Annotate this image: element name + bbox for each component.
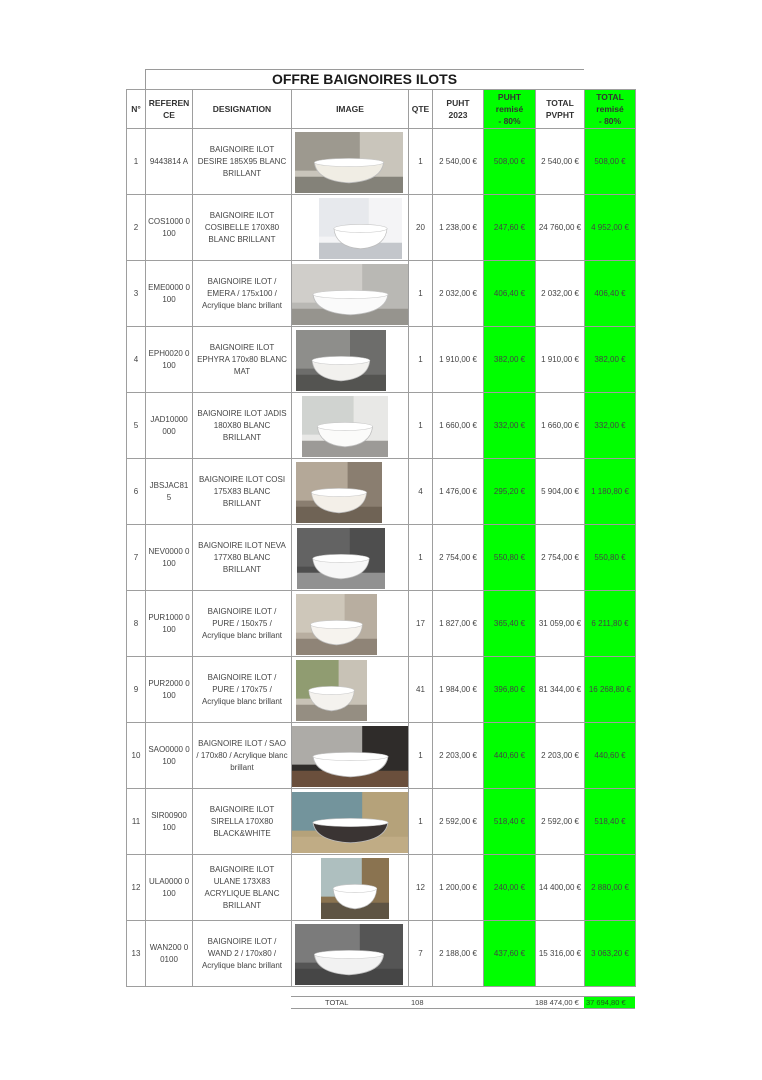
- row-designation: BAIGNOIRE ILOT DESIRE 185X95 BLANC BRILLANT: [193, 129, 292, 195]
- table-row: [127, 855, 636, 921]
- row-number: 3: [127, 261, 146, 327]
- row-total-pvpht: 31 059,00 €: [536, 591, 585, 657]
- row-number: 8: [127, 591, 146, 657]
- row-image-cell: [292, 855, 409, 921]
- row-total-remise: 16 268,80 €: [585, 657, 636, 723]
- row-designation: BAIGNOIRE ILOT COSI 175X83 BLANC BRILLANT: [193, 459, 292, 525]
- header-puht-line1: PUHT: [446, 98, 470, 108]
- header-puht-remise: [484, 90, 536, 129]
- row-number: 10: [127, 723, 146, 789]
- row-number: 6: [127, 459, 146, 525]
- row-puht-remise: 382,00 €: [484, 327, 536, 393]
- bathtub-photo-icon: [302, 396, 388, 457]
- row-total-remise: 508,00 €: [585, 129, 636, 195]
- row-puht: 1 200,00 €: [433, 855, 484, 921]
- row-qte: 1: [409, 789, 433, 855]
- row-puht-remise: 518,40 €: [484, 789, 536, 855]
- bathtub-photo-icon: [296, 462, 382, 523]
- table-row: [127, 921, 636, 987]
- bathtub-photo-icon: [319, 198, 402, 259]
- table-row: [127, 393, 636, 459]
- bathtub-photo-icon: [292, 264, 409, 325]
- row-number: 13: [127, 921, 146, 987]
- row-reference: NEV0000 0100: [146, 525, 193, 591]
- row-number: 2: [127, 195, 146, 261]
- table-row: [127, 195, 636, 261]
- row-qte: 7: [409, 921, 433, 987]
- row-number: 11: [127, 789, 146, 855]
- row-puht-remise: 406,40 €: [484, 261, 536, 327]
- row-total-remise: 406,40 €: [585, 261, 636, 327]
- table-row: [127, 657, 636, 723]
- row-puht-remise: 437,60 €: [484, 921, 536, 987]
- row-reference: SIR00900 100: [146, 789, 193, 855]
- bathtub-photo-icon: [296, 594, 377, 655]
- table-row: [127, 591, 636, 657]
- row-total-remise: 382,00 €: [585, 327, 636, 393]
- row-puht-remise: 508,00 €: [484, 129, 536, 195]
- row-image-cell: [292, 129, 409, 195]
- row-image-cell: [292, 195, 409, 261]
- header-total-remise-line3: - 80%: [598, 116, 622, 126]
- table-row: [127, 129, 636, 195]
- total-row-bottom-rule: [291, 1008, 635, 1009]
- header-total-pvpht: [536, 90, 585, 129]
- row-qte: 12: [409, 855, 433, 921]
- row-designation: BAIGNOIRE ILOT / WAND 2 / 170x80 / Acrylique blanc brillant: [193, 921, 292, 987]
- row-qte: 20: [409, 195, 433, 261]
- total-row: [291, 996, 635, 1009]
- header-qte: QTE: [409, 90, 433, 129]
- row-total-remise: 1 180,80 €: [585, 459, 636, 525]
- row-total-pvpht: 14 400,00 €: [536, 855, 585, 921]
- header-designation: DESIGNATION: [193, 90, 292, 129]
- row-image-cell: [292, 393, 409, 459]
- header-total-remise: [585, 90, 636, 129]
- row-puht: 2 032,00 €: [433, 261, 484, 327]
- row-total-pvpht: 2 592,00 €: [536, 789, 585, 855]
- row-number: 5: [127, 393, 146, 459]
- total-qte: 108: [411, 998, 424, 1007]
- row-reference: EME0000 0100: [146, 261, 193, 327]
- total-remise: 37 694,80 €: [586, 998, 626, 1007]
- row-image-cell: [292, 723, 409, 789]
- header-remise-line2: remisé: [495, 104, 524, 114]
- row-reference: COS1000 0100: [146, 195, 193, 261]
- row-qte: 4: [409, 459, 433, 525]
- row-designation: BAIGNOIRE ILOT ULANE 173X83 ACRYLIQUE BLANC BRILLANT: [193, 855, 292, 921]
- row-puht: 2 592,00 €: [433, 789, 484, 855]
- bathtub-photo-icon: [292, 792, 409, 853]
- header-puht: [433, 90, 484, 129]
- row-puht: 1 660,00 €: [433, 393, 484, 459]
- row-designation: BAIGNOIRE ILOT SIRELLA 170X80 BLACK&WHITE: [193, 789, 292, 855]
- row-image-cell: [292, 591, 409, 657]
- row-qte: 1: [409, 327, 433, 393]
- table-row: [127, 525, 636, 591]
- row-qte: 17: [409, 591, 433, 657]
- row-puht: 1 910,00 €: [433, 327, 484, 393]
- row-qte: 1: [409, 723, 433, 789]
- header-remise-line1: PUHT: [497, 92, 522, 102]
- header-puht-line2: 2023: [448, 110, 468, 120]
- header-num: N°: [127, 90, 146, 129]
- table-row: [127, 327, 636, 393]
- row-total-remise: 2 880,00 €: [585, 855, 636, 921]
- header-total-line1: TOTAL: [546, 98, 574, 108]
- row-total-pvpht: 81 344,00 €: [536, 657, 585, 723]
- row-puht: 1 984,00 €: [433, 657, 484, 723]
- row-puht: 1 476,00 €: [433, 459, 484, 525]
- row-designation: BAIGNOIRE ILOT / EMERA / 175x100 / Acrylique blanc brillant: [193, 261, 292, 327]
- row-puht-remise: 550,80 €: [484, 525, 536, 591]
- row-puht-remise: 295,20 €: [484, 459, 536, 525]
- bathtub-photo-icon: [292, 726, 409, 787]
- row-total-remise: 518,40 €: [585, 789, 636, 855]
- row-puht: 2 754,00 €: [433, 525, 484, 591]
- row-reference: 9443814 A: [146, 129, 193, 195]
- row-puht: 2 203,00 €: [433, 723, 484, 789]
- row-puht-remise: 396,80 €: [484, 657, 536, 723]
- row-number: 4: [127, 327, 146, 393]
- row-total-remise: 440,60 €: [585, 723, 636, 789]
- row-reference: SAO0000 0100: [146, 723, 193, 789]
- row-number: 1: [127, 129, 146, 195]
- row-total-pvpht: 24 760,00 €: [536, 195, 585, 261]
- row-qte: 41: [409, 657, 433, 723]
- row-total-remise: 332,00 €: [585, 393, 636, 459]
- row-designation: BAIGNOIRE ILOT JADIS 180X80 BLANC BRILLANT: [193, 393, 292, 459]
- offer-table: [126, 89, 636, 987]
- row-qte: 1: [409, 393, 433, 459]
- row-qte: 1: [409, 261, 433, 327]
- row-puht-remise: 332,00 €: [484, 393, 536, 459]
- row-puht-remise: 247,60 €: [484, 195, 536, 261]
- header-row: [127, 90, 636, 129]
- row-reference: PUR2000 0100: [146, 657, 193, 723]
- row-total-pvpht: 5 904,00 €: [536, 459, 585, 525]
- header-total-remise-line1: TOTAL: [596, 92, 624, 102]
- header-total-line2: PVPHT: [545, 110, 575, 120]
- row-designation: BAIGNOIRE ILOT / SAO / 170x80 / Acrylique blanc brillant: [193, 723, 292, 789]
- row-reference: PUR1000 0100: [146, 591, 193, 657]
- row-image-cell: [292, 525, 409, 591]
- row-total-pvpht: 15 316,00 €: [536, 921, 585, 987]
- row-total-pvpht: 1 660,00 €: [536, 393, 585, 459]
- total-label: TOTAL: [325, 998, 349, 1007]
- row-puht: 2 540,00 €: [433, 129, 484, 195]
- header-remise-line3: - 80%: [498, 116, 521, 126]
- row-qte: 1: [409, 525, 433, 591]
- row-image-cell: [292, 789, 409, 855]
- table-row: [127, 459, 636, 525]
- row-total-pvpht: 2 032,00 €: [536, 261, 585, 327]
- row-reference: JBSJAC81 5: [146, 459, 193, 525]
- header-image: IMAGE: [292, 90, 409, 129]
- row-reference: ULA0000 0100: [146, 855, 193, 921]
- row-total-pvpht: 1 910,00 €: [536, 327, 585, 393]
- row-designation: BAIGNOIRE ILOT EPHYRA 170x80 BLANC MAT: [193, 327, 292, 393]
- row-number: 12: [127, 855, 146, 921]
- row-total-pvpht: 2 754,00 €: [536, 525, 585, 591]
- total-pvpht: 188 474,00 €: [535, 998, 579, 1007]
- row-image-cell: [292, 261, 409, 327]
- row-image-cell: [292, 657, 409, 723]
- page-title: OFFRE BAIGNOIRES ILOTS: [271, 71, 458, 87]
- row-image-cell: [292, 921, 409, 987]
- bathtub-photo-icon: [297, 528, 385, 589]
- row-designation: BAIGNOIRE ILOT NEVA 177X80 BLANC BRILLANT: [193, 525, 292, 591]
- row-puht-remise: 240,00 €: [484, 855, 536, 921]
- bathtub-photo-icon: [321, 858, 389, 919]
- row-number: 7: [127, 525, 146, 591]
- row-total-pvpht: 2 540,00 €: [536, 129, 585, 195]
- bathtub-photo-icon: [296, 660, 367, 721]
- header-total-remise-line2: remisé: [596, 104, 624, 114]
- row-reference: JAD10000 000: [146, 393, 193, 459]
- bathtub-photo-icon: [295, 132, 403, 193]
- row-puht-remise: 440,60 €: [484, 723, 536, 789]
- row-image-cell: [292, 459, 409, 525]
- row-image-cell: [292, 327, 409, 393]
- table-row: [127, 261, 636, 327]
- row-total-pvpht: 2 203,00 €: [536, 723, 585, 789]
- table-row: [127, 723, 636, 789]
- row-puht: 2 188,00 €: [433, 921, 484, 987]
- bathtub-photo-icon: [296, 330, 386, 391]
- row-qte: 1: [409, 129, 433, 195]
- row-designation: BAIGNOIRE ILOT / PURE / 150x75 / Acrylique blanc brillant: [193, 591, 292, 657]
- row-total-remise: 4 952,00 €: [585, 195, 636, 261]
- row-designation: BAIGNOIRE ILOT / PURE / 170x75 / Acrylique blanc brillant: [193, 657, 292, 723]
- row-reference: EPH0020 0100: [146, 327, 193, 393]
- row-designation: BAIGNOIRE ILOT COSIBELLE 170X80 BLANC BRILLANT: [193, 195, 292, 261]
- bathtub-photo-icon: [295, 924, 403, 985]
- row-reference: WAN200 00100: [146, 921, 193, 987]
- row-total-remise: 3 063,20 €: [585, 921, 636, 987]
- row-total-remise: 550,80 €: [585, 525, 636, 591]
- row-number: 9: [127, 657, 146, 723]
- header-reference: REFEREN CE: [146, 90, 193, 129]
- row-puht: 1 827,00 €: [433, 591, 484, 657]
- row-puht-remise: 365,40 €: [484, 591, 536, 657]
- row-total-remise: 6 211,80 €: [585, 591, 636, 657]
- table-row: [127, 789, 636, 855]
- row-puht: 1 238,00 €: [433, 195, 484, 261]
